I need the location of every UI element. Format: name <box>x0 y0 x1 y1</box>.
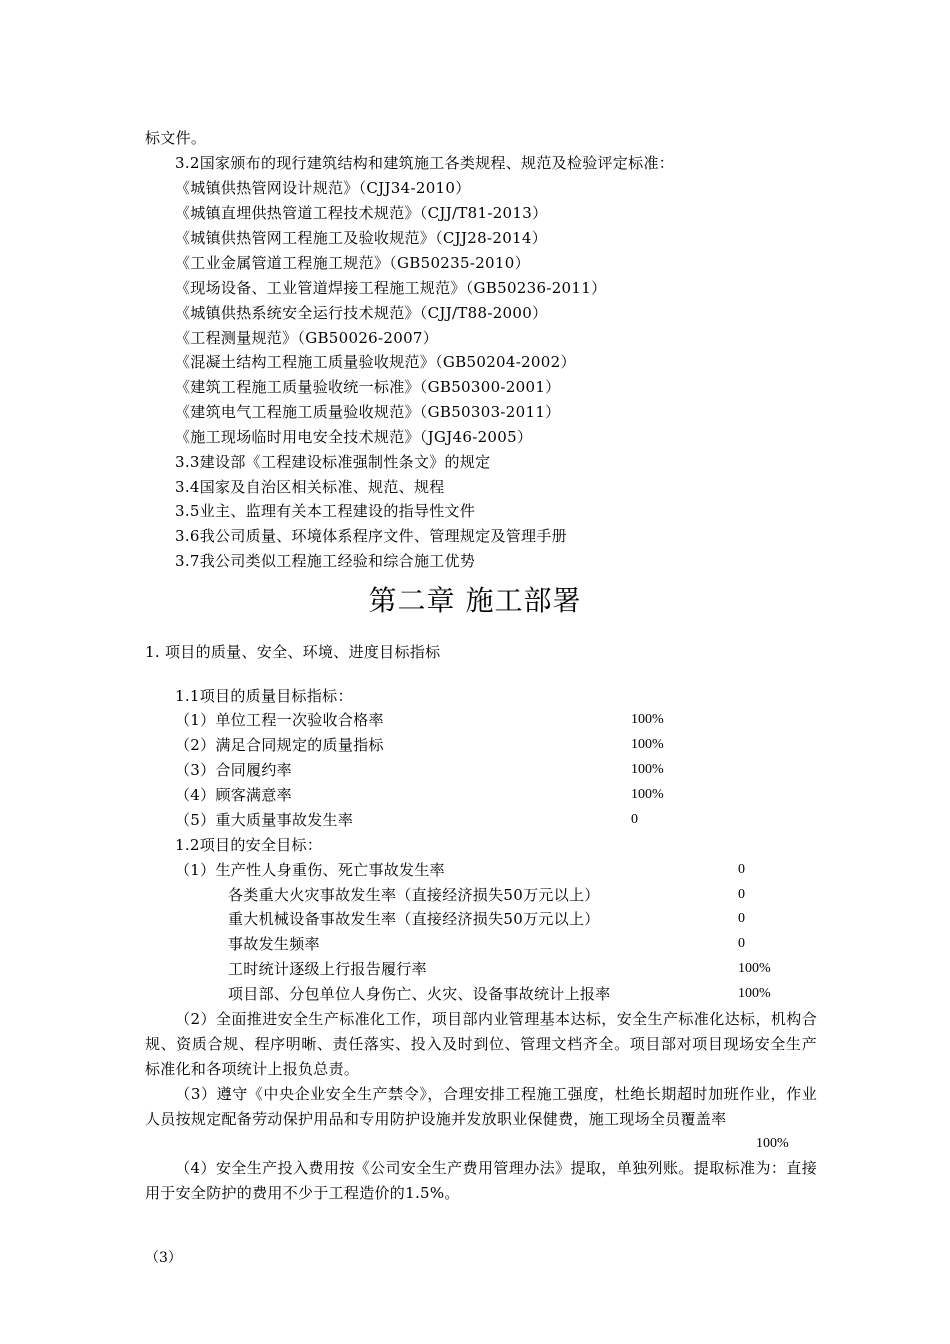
standard-item: 《工程测量规范》（GB50026-2007） <box>175 329 439 347</box>
section-3-6: 3.6我公司质量、环境体系程序文件、管理规定及管理手册 <box>175 527 567 545</box>
standard-item: 《现场设备、工业管道焊接工程施工规范》（GB50236-2011） <box>175 279 607 297</box>
safety-paragraph-2-text: （2）全面推进安全生产标准化工作，项目部内业管理基本达标，安全生产标准化达标，机构合规、资质合规、程序明晰、责任落实、投入及时到位、管理文档齐全。项目部对项目现场安全生产标准化和各项统计上报负总责。 <box>145 1010 817 1078</box>
safety-sub-value: 0 <box>738 887 745 902</box>
quality-item-label: （1）单位工程一次验收合格率 <box>175 711 384 729</box>
quality-item-label: （4）顾客满意率 <box>175 786 292 804</box>
coverage-rate-value: 100% <box>756 1136 789 1151</box>
section-3-7: 3.7我公司类似工程施工经验和综合施工优势 <box>175 552 476 570</box>
safety-sub-label: 工时统计逐级上行报告履行率 <box>228 960 427 978</box>
safety-sub-label: 重大机械设备事故发生率（直接经济损失50万元以上） <box>228 910 600 928</box>
quality-item-value: 100% <box>631 787 664 802</box>
standard-item: 《城镇供热系统安全运行技术规范》（CJJ/T88-2000） <box>175 304 548 322</box>
page-number: （3） <box>145 1250 182 1266</box>
quality-item-value: 100% <box>631 737 664 752</box>
safety-sub-label: 事故发生频率 <box>228 935 320 953</box>
standard-item: 《城镇供热管网设计规范》（CJJ34-2010） <box>175 179 471 197</box>
safety-sub-value: 0 <box>738 911 745 926</box>
safety-item-label: （1）生产性人身重伤、死亡事故发生率 <box>175 861 445 879</box>
safety-sub-label: 各类重大火灾事故发生率（直接经济损失50万元以上） <box>228 886 600 904</box>
safety-sub-value: 100% <box>738 961 771 976</box>
quality-item-value: 0 <box>631 812 638 827</box>
quality-item-label: （5）重大质量事故发生率 <box>175 811 354 829</box>
standard-item: 《混凝土结构工程施工质量验收规范》（GB50204-2002） <box>175 353 576 371</box>
continuation-text: 标文件。 <box>145 129 207 147</box>
quality-item-value: 100% <box>631 712 664 727</box>
section-1-heading: 1. 项目的质量、安全、环境、进度目标指标 <box>145 643 441 661</box>
quality-heading: 1.1项目的质量目标指标： <box>175 687 353 705</box>
quality-item-label: （3）合同履约率 <box>175 761 292 779</box>
standard-item: 《城镇供热管网工程施工及验收规范》（CJJ28-2014） <box>175 229 548 247</box>
safety-sub-label: 项目部、分包单位人身伤亡、火灾、设备事故统计上报率 <box>228 985 611 1003</box>
safety-paragraph-2 <box>145 1007 817 1081</box>
section-3-2-heading: 3.2国家颁布的现行建筑结构和建筑施工各类规程、规范及检验评定标准： <box>175 154 675 172</box>
standard-item: 《施工现场临时用电安全技术规范》（JGJ46-2005） <box>175 428 533 446</box>
safety-paragraph-4-text: （4）安全生产投入费用按《公司安全生产费用管理办法》提取，单独列账。提取标准为：直接用于安全防护的费用不少于工程造价的1.5%。 <box>145 1159 817 1202</box>
standard-item: 《城镇直埋供热管道工程技术规范》（CJJ/T81-2013） <box>175 204 548 222</box>
safety-item-value: 0 <box>738 862 745 877</box>
section-3-4: 3.4国家及自治区相关标准、规范、规程 <box>175 478 445 496</box>
safety-paragraph-4 <box>145 1156 817 1206</box>
quality-item-value: 100% <box>631 762 664 777</box>
quality-item-label: （2）满足合同规定的质量指标 <box>175 736 384 754</box>
safety-sub-value: 100% <box>738 986 771 1001</box>
safety-paragraph-3-text: （3）遵守《中央企业安全生产禁令》，合理安排工程施工强度，杜绝长期超时加班作业，作业人员按规定配备劳动保护用品和专用防护设施并发放职业保健费，施工现场全员覆盖率 <box>145 1085 817 1128</box>
safety-sub-value: 0 <box>738 936 745 951</box>
safety-heading: 1.2项目的安全目标： <box>175 836 323 854</box>
standard-item: 《工业金属管道工程施工规范》（GB50235-2010） <box>175 254 530 272</box>
standard-item: 《建筑电气工程施工质量验收规范》（GB50303-2011） <box>175 403 561 421</box>
safety-paragraph-3 <box>145 1082 817 1132</box>
standard-item: 《建筑工程施工质量验收统一标准》（GB50300-2001） <box>175 378 561 396</box>
section-3-3: 3.3建设部《工程建设标准强制性条文》的规定 <box>175 453 491 471</box>
section-3-5: 3.5业主、监理有关本工程建设的指导性文件 <box>175 502 476 520</box>
chapter-title: 第二章 施工部署 <box>368 584 582 617</box>
